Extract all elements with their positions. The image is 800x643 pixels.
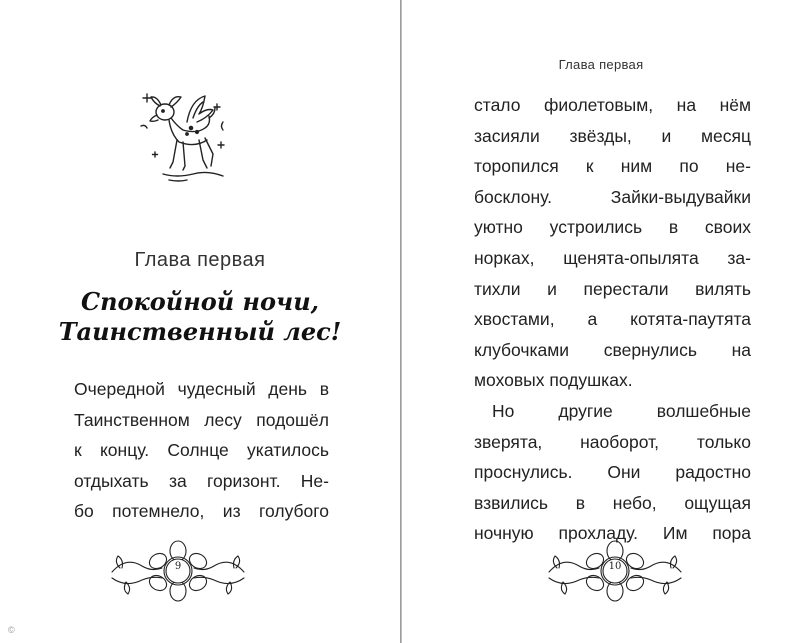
right-page — [402, 0, 800, 643]
text-line: бо потемнело, из голубого — [74, 501, 329, 522]
fawn-with-wings-icon — [133, 82, 233, 194]
text-line: хвостами, а котята-паутята — [474, 309, 751, 330]
text-line: засияли звёзды, и месяц — [474, 125, 751, 146]
text-line: босклону. Зайки-выдувайки — [474, 186, 751, 207]
corner-mark: © — [8, 625, 15, 635]
text-line: Но другие волшебные — [492, 400, 751, 421]
text-line: клубочками свернулись на — [474, 339, 751, 360]
text-line: стало фиолетовым, на нём — [474, 95, 751, 115]
text-line: Таинственном лесу подошёл — [74, 409, 329, 430]
page-number-ornament — [545, 538, 685, 602]
text-line: норках, щенята-опылята за- — [474, 247, 751, 268]
chapter-title — [0, 287, 400, 347]
chapter-title-line: Таинственный лес! — [58, 317, 342, 346]
text-line: зверята, наоборот, только — [474, 431, 751, 452]
text-line: взвились в небо, ощущая — [474, 492, 751, 513]
chapter-title-line: Спокойной ночи, — [80, 287, 320, 316]
running-head: Глава первая — [558, 57, 644, 72]
page-number-ornament — [108, 538, 248, 602]
text-line: моховых подушках. — [474, 370, 633, 391]
left-body-text — [74, 374, 329, 527]
page-number: 10 — [608, 561, 622, 572]
text-line: отдыхать за горизонт. Не- — [74, 470, 329, 491]
text-line: торопился к ним по не- — [474, 156, 751, 177]
text-line: к концу. Солнце укатилось — [74, 440, 329, 461]
text-line: тихли и перестали вилять — [474, 278, 751, 299]
text-line: проснулись. Они радостно — [474, 462, 751, 483]
text-line: Очередной чудесный день в — [74, 379, 329, 399]
page-number: 9 — [174, 561, 182, 572]
chapter-label: Глава первая — [134, 249, 266, 271]
right-body-text — [474, 90, 751, 549]
text-line: ночную прохладу. Им пора — [474, 523, 751, 544]
text-line: уютно устроились в своих — [474, 217, 751, 238]
